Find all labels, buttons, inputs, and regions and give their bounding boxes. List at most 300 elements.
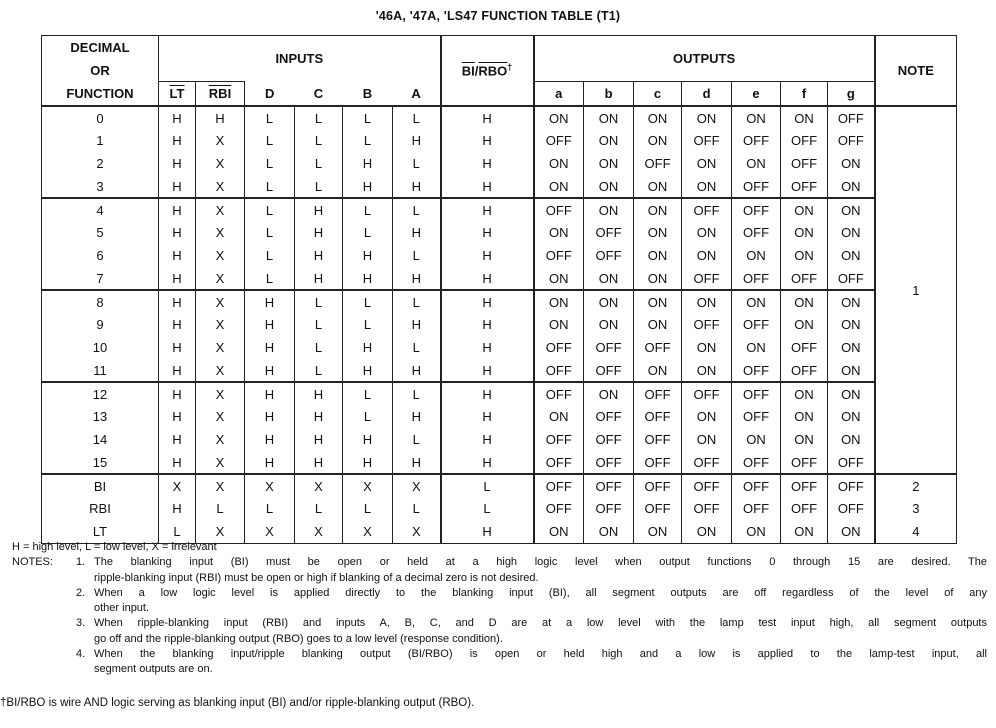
output-cell: OFF [534,382,584,405]
note-ref-1: 1 [875,106,957,474]
output-cell: OFF [682,313,732,336]
output-cell: OFF [534,497,584,520]
output-cell: OFF [584,428,634,451]
input-d-cell: L [245,221,295,244]
input-c-cell: H [295,451,343,474]
output-cell: OFF [682,497,732,520]
input-rbi-cell: X [196,474,245,497]
input-rbi-cell: X [196,175,245,198]
col-lt: $\overline{LT}$ [159,82,196,106]
output-cell: OFF [828,497,875,520]
output-cell: ON [534,290,584,313]
output-cell: ON [534,221,584,244]
output-cell: ON [634,198,682,221]
bi-rbo-cell: L [441,474,534,497]
output-cell: OFF [732,474,781,497]
output-cell: ON [828,290,875,313]
function-cell: 0 [42,106,159,129]
input-d-cell: H [245,428,295,451]
output-cell: ON [634,175,682,198]
output-cell: OFF [584,244,634,267]
output-cell: OFF [634,451,682,474]
input-lt-cell: H [159,244,196,267]
input-d-cell: X [245,520,295,543]
output-cell: OFF [634,405,682,428]
input-c-cell: L [295,290,343,313]
input-b-cell: L [343,313,393,336]
output-cell: OFF [781,152,828,175]
output-cell: OFF [732,405,781,428]
output-cell: ON [732,152,781,175]
output-cell: OFF [732,382,781,405]
input-d-cell: H [245,405,295,428]
table-row [42,405,957,428]
input-d-cell: X [245,474,295,497]
col-out-c: c [634,82,682,106]
output-cell: OFF [534,474,584,497]
table-row [42,152,957,175]
note-ref-3: 3 [875,497,957,520]
output-cell: ON [682,106,732,129]
output-cell: OFF [828,451,875,474]
function-cell: 12 [42,382,159,405]
function-cell: 15 [42,451,159,474]
bi-rbo-cell: H [441,106,534,129]
input-c-cell: H [295,198,343,221]
input-rbi-cell: X [196,244,245,267]
input-d-cell: H [245,451,295,474]
output-cell: ON [732,336,781,359]
output-cell: ON [781,221,828,244]
input-lt-cell: H [159,221,196,244]
output-cell: ON [584,520,634,543]
function-cell: RBI [42,497,159,520]
output-cell: ON [781,313,828,336]
input-rbi-cell: X [196,290,245,313]
output-cell: OFF [732,451,781,474]
output-cell: ON [634,106,682,129]
input-d-cell: L [245,106,295,129]
input-b-cell: X [343,520,393,543]
output-cell: OFF [781,497,828,520]
table-row [42,451,957,474]
output-cell: OFF [828,474,875,497]
bi-rbo-cell: H [441,198,534,221]
output-cell: ON [584,290,634,313]
notes-label: NOTES: [12,556,53,569]
output-cell: ON [682,290,732,313]
output-cell: OFF [682,382,732,405]
output-cell: OFF [732,497,781,520]
output-cell: ON [534,152,584,175]
input-b-cell: H [343,267,393,290]
function-cell: 8 [42,290,159,313]
output-cell: OFF [732,198,781,221]
output-cell: OFF [534,451,584,474]
output-cell: OFF [534,129,584,152]
output-cell: ON [828,359,875,382]
input-rbi-cell: X [196,129,245,152]
bi-rbo-cell: H [441,244,534,267]
output-cell: ON [534,405,584,428]
input-b-cell: L [343,106,393,129]
input-lt-cell: H [159,451,196,474]
input-a-cell: H [393,405,441,428]
input-rbi-cell: L [196,497,245,520]
output-cell: ON [534,106,584,129]
input-lt-cell: H [159,428,196,451]
output-cell: ON [781,198,828,221]
input-d-cell: L [245,244,295,267]
output-cell: ON [634,290,682,313]
input-c-cell: H [295,267,343,290]
table-row [42,198,957,221]
input-a-cell: L [393,336,441,359]
bi-rbo-cell: H [441,520,534,543]
output-cell: OFF [584,497,634,520]
output-cell: ON [828,221,875,244]
bi-rbo-cell: H [441,428,534,451]
function-cell: 9 [42,313,159,336]
input-a-cell: L [393,198,441,221]
input-b-cell: H [343,152,393,175]
output-cell: ON [584,152,634,175]
input-c-cell: L [295,359,343,382]
note-header: NOTE [875,36,957,107]
output-cell: OFF [634,152,682,175]
input-lt-cell: H [159,359,196,382]
output-cell: OFF [634,428,682,451]
note-ref-4: 4 [875,520,957,543]
input-rbi-cell: X [196,267,245,290]
output-cell: ON [584,267,634,290]
output-cell: ON [828,428,875,451]
bi-rbo-cell: H [441,221,534,244]
output-cell: OFF [781,359,828,382]
output-cell: ON [828,382,875,405]
col-a: A [393,82,441,106]
output-cell: ON [682,336,732,359]
output-cell: OFF [584,221,634,244]
input-a-cell: X [393,520,441,543]
note-ref-2: 2 [875,474,957,497]
output-cell: ON [828,405,875,428]
input-lt-cell: H [159,267,196,290]
function-cell: 11 [42,359,159,382]
input-b-cell: L [343,221,393,244]
table-row [42,474,957,497]
input-a-cell: L [393,497,441,520]
output-cell: ON [732,520,781,543]
output-cell: ON [634,313,682,336]
bi-rbo-cell: H [441,267,534,290]
output-cell: OFF [828,267,875,290]
input-rbi-cell: X [196,382,245,405]
input-d-cell: L [245,497,295,520]
output-cell: ON [584,313,634,336]
input-lt-cell: X [159,474,196,497]
output-cell: OFF [534,198,584,221]
output-cell: ON [732,428,781,451]
input-d-cell: H [245,336,295,359]
input-rbi-cell: X [196,428,245,451]
input-rbi-cell: X [196,336,245,359]
table-row [42,129,957,152]
col-rbi: $\overline{RBI}$ [196,82,245,106]
input-lt-cell: H [159,152,196,175]
input-b-cell: L [343,198,393,221]
footnote: †BI/RBO is wire AND logic serving as blanking input (BI) and/or ripple-blanking output (RBO). [0,697,475,709]
output-cell: ON [828,152,875,175]
table-row [42,382,957,405]
table-row [42,106,957,129]
function-cell: 6 [42,244,159,267]
output-cell: ON [732,244,781,267]
output-cell: ON [584,106,634,129]
input-a-cell: H [393,221,441,244]
function-cell: 2 [42,152,159,175]
input-rbi-cell: X [196,152,245,175]
bi-rbo-cell: H [441,129,534,152]
function-cell: 5 [42,221,159,244]
output-cell: OFF [828,129,875,152]
output-cell: OFF [634,382,682,405]
output-cell: ON [534,175,584,198]
input-a-cell: L [393,244,441,267]
output-cell: ON [584,198,634,221]
table-row [42,428,957,451]
output-cell: ON [682,244,732,267]
output-cell: OFF [634,497,682,520]
output-cell: ON [828,175,875,198]
col-d: D [245,82,295,106]
output-cell: ON [634,244,682,267]
output-cell: OFF [732,221,781,244]
output-cell: OFF [682,474,732,497]
input-rbi-cell: X [196,520,245,543]
input-c-cell: X [295,474,343,497]
output-cell: OFF [682,129,732,152]
output-cell: OFF [781,336,828,359]
bi-rbo-cell: L [441,497,534,520]
output-cell: ON [781,382,828,405]
output-cell: OFF [732,129,781,152]
table-row [42,175,957,198]
output-cell: OFF [534,244,584,267]
input-b-cell: L [343,290,393,313]
inputs-header: INPUTS [159,36,441,82]
output-cell: OFF [781,451,828,474]
output-cell: OFF [781,474,828,497]
function-cell: 1 [42,129,159,152]
output-cell: ON [781,520,828,543]
col-out-a: a [534,82,584,106]
output-cell: OFF [732,267,781,290]
input-lt-cell: H [159,129,196,152]
output-cell: ON [534,267,584,290]
input-a-cell: L [393,106,441,129]
table-row [42,359,957,382]
input-a-cell: L [393,428,441,451]
bi-rbo-cell: H [441,405,534,428]
output-cell: OFF [732,313,781,336]
input-b-cell: H [343,244,393,267]
output-cell: OFF [682,267,732,290]
input-lt-cell: H [159,313,196,336]
output-cell: ON [634,129,682,152]
bi-rbo-cell: H [441,382,534,405]
bi-rbo-cell: H [441,359,534,382]
output-cell: ON [634,267,682,290]
output-cell: ON [828,336,875,359]
outputs-header: OUTPUTS [534,36,875,82]
output-cell: ON [682,359,732,382]
input-a-cell: H [393,359,441,382]
input-rbi-cell: X [196,359,245,382]
input-b-cell: H [343,451,393,474]
bi-rbo-cell: H [441,152,534,175]
input-b-cell: L [343,382,393,405]
output-cell: ON [781,428,828,451]
output-cell: OFF [534,336,584,359]
output-cell: OFF [584,474,634,497]
output-cell: ON [682,152,732,175]
table-row [42,244,957,267]
output-cell: ON [828,520,875,543]
input-d-cell: H [245,290,295,313]
table-row [42,313,957,336]
bi-rbo-cell: H [441,313,534,336]
output-cell: OFF [584,405,634,428]
notes-section: H = high level, L = low level, X = irrelevant NOTES: 1. The blanking input (BI) must be open or held at a high logic level when output functions 0 through 15 are desired. The ripple-blanking input (RBI) must be open or high if blanking of a decimal zero is not desired. 2. When a low logic level is applied directly to the blanking input (BI), all segment outputs are off regardless of the level of any other input. 3. When ripple-blanking input (RBI) and inputs A, B, C, and D are at a low level with the lamp test input high, all segment outputs go off and the ripple-blanking output (RBO) goes to a low level (response condition). 4. When the blanking input/ripple blanking output (BI/RBO) is open or held high and a low is applied to the lamp-test input, all segment outputs are on. [12,541,987,676]
col-out-d: d [682,82,732,106]
decimal-header: DECIMAL OR FUNCTION [42,36,159,107]
note-4: 4. When the blanking input/ripple blanking output (BI/RBO) is open or held high and a low is applied to the lamp-test input, all [76,648,987,661]
output-cell: ON [781,405,828,428]
output-cell: ON [682,520,732,543]
input-d-cell: L [245,129,295,152]
output-cell: ON [682,428,732,451]
output-cell: ON [828,313,875,336]
input-c-cell: H [295,382,343,405]
output-cell: ON [781,244,828,267]
input-c-cell: L [295,313,343,336]
input-lt-cell: H [159,336,196,359]
input-b-cell: L [343,405,393,428]
input-a-cell: L [393,382,441,405]
input-a-cell: H [393,129,441,152]
input-lt-cell: H [159,106,196,129]
table-row [42,336,957,359]
output-cell: ON [634,359,682,382]
output-cell: ON [634,221,682,244]
input-d-cell: H [245,359,295,382]
input-lt-cell: H [159,405,196,428]
input-rbi-cell: X [196,405,245,428]
output-cell: OFF [682,198,732,221]
output-cell: OFF [584,336,634,359]
table-row [42,497,957,520]
output-cell: OFF [584,359,634,382]
input-lt-cell: H [159,198,196,221]
input-c-cell: X [295,520,343,543]
output-cell: OFF [584,451,634,474]
input-d-cell: L [245,152,295,175]
input-c-cell: L [295,129,343,152]
output-cell: ON [584,382,634,405]
output-cell: ON [828,198,875,221]
bi-rbo-header: $\overline{BI}/\overline{RBO}^\dagger$ [441,36,534,107]
output-cell: ON [534,520,584,543]
output-cell: ON [634,520,682,543]
input-rbi-cell: X [196,198,245,221]
input-lt-cell: H [159,382,196,405]
input-a-cell: H [393,175,441,198]
output-cell: OFF [828,106,875,129]
output-cell: ON [732,290,781,313]
input-c-cell: H [295,221,343,244]
input-rbi-cell: X [196,221,245,244]
input-b-cell: L [343,129,393,152]
input-c-cell: L [295,152,343,175]
input-rbi-cell: X [196,451,245,474]
input-d-cell: H [245,313,295,336]
function-cell: 4 [42,198,159,221]
input-rbi-cell: H [196,106,245,129]
input-b-cell: L [343,497,393,520]
input-a-cell: L [393,152,441,175]
output-cell: OFF [781,267,828,290]
input-c-cell: L [295,336,343,359]
input-c-cell: L [295,175,343,198]
output-cell: ON [732,106,781,129]
function-cell: 13 [42,405,159,428]
function-cell: LT [42,520,159,543]
input-d-cell: L [245,267,295,290]
output-cell: ON [584,129,634,152]
input-b-cell: H [343,428,393,451]
output-cell: OFF [534,428,584,451]
function-cell: 10 [42,336,159,359]
table-row [42,290,957,313]
table-row [42,221,957,244]
output-cell: OFF [634,336,682,359]
legend: H = high level, L = low level, X = irrelevant [12,541,217,553]
output-cell: OFF [682,451,732,474]
input-b-cell: H [343,336,393,359]
output-cell: ON [781,106,828,129]
input-a-cell: L [393,290,441,313]
input-lt-cell: H [159,290,196,313]
input-c-cell: H [295,244,343,267]
col-c: C [295,82,343,106]
input-c-cell: H [295,405,343,428]
input-lt-cell: H [159,497,196,520]
input-a-cell: H [393,313,441,336]
col-out-g: g [828,82,875,106]
output-cell: ON [781,290,828,313]
col-b: B [343,82,393,106]
output-cell: OFF [781,175,828,198]
input-c-cell: H [295,428,343,451]
input-a-cell: X [393,474,441,497]
output-cell: ON [682,221,732,244]
output-cell: OFF [634,474,682,497]
input-c-cell: L [295,106,343,129]
input-d-cell: H [245,382,295,405]
output-cell: ON [534,313,584,336]
function-cell: 3 [42,175,159,198]
